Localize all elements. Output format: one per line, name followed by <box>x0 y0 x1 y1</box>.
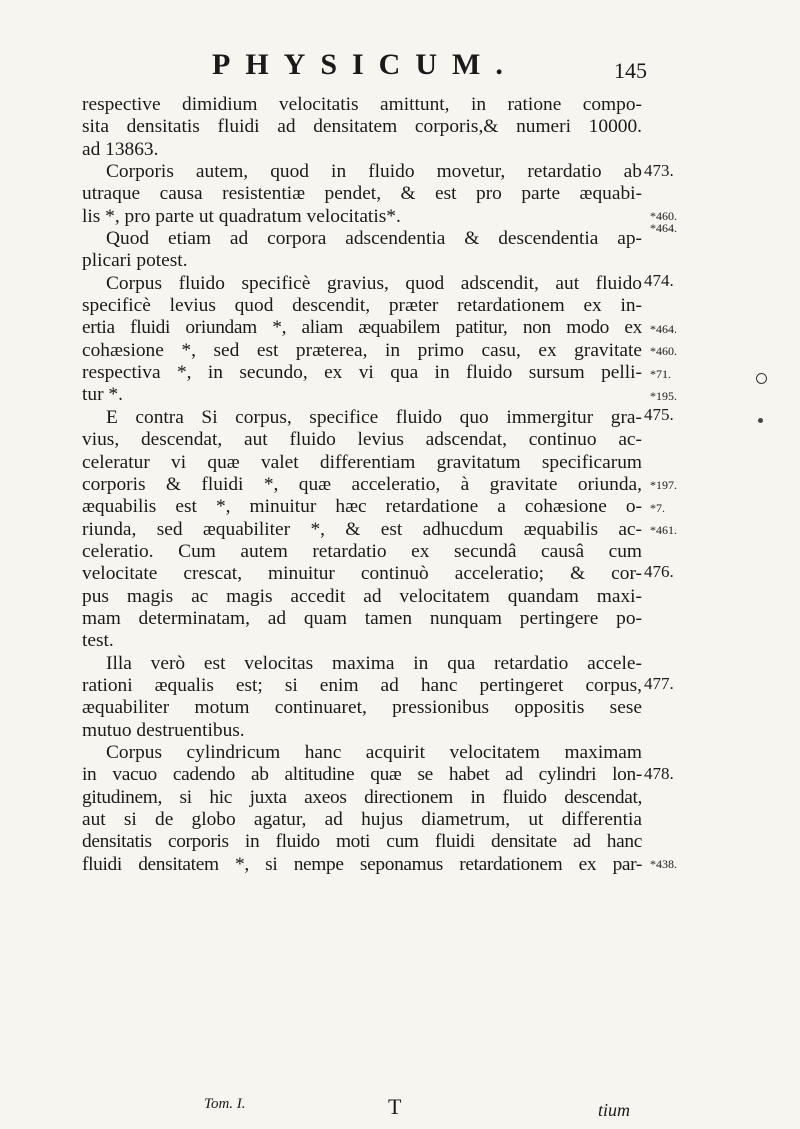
text-line: sita densitatis fluidi ad densitatem corporis,& numeri 10000. <box>82 116 642 138</box>
text-line: test. <box>82 630 114 652</box>
signature-letter: T <box>388 1094 402 1119</box>
text-line: plicari potest. <box>82 250 188 272</box>
catchword: tium <box>598 1100 631 1120</box>
text-line: respectiva *, in secundo, ex vi qua in fluido sursum pelli- <box>82 362 642 384</box>
text-line: Corpus cylindricum hanc acquirit velocitatem maximam <box>106 741 642 763</box>
text-line: cohæsione *, sed est præterea, in primo casu, ex gravitate <box>82 339 642 361</box>
margin-note: *461. <box>650 523 677 537</box>
text-line: tur *. <box>82 384 123 406</box>
text-line: utraque causa resistentiæ pendet, & est pro parte æquabi- <box>82 183 642 205</box>
text-line: gitudinem, si hic juxta axeos directionem in fluido descendat, <box>82 786 642 808</box>
text-line: fluidi densitatem *, si nempe seponamus retardationem ex par- <box>82 853 642 875</box>
text-line: mam determinatam, ad quam tamen nunquam pertingere po- <box>82 607 642 629</box>
margin-note: *7. <box>650 501 665 515</box>
margin-note: *438. <box>650 857 677 871</box>
margin-note: 477. <box>644 674 674 693</box>
text-line: celeratio. Cum autem retardatio ex secundâ causâ cum <box>82 540 642 562</box>
text-line: Corpus fluido specificè gravius, quod adscendit, aut fluido <box>106 272 642 294</box>
body-text <box>82 94 642 876</box>
text-line: rationi æqualis est; si enim ad hanc pertingeret corpus, <box>82 674 642 696</box>
margin-note: 474. <box>644 271 674 290</box>
text-line: aut si de globo agatur, ad hujus diametrum, ut differentia <box>82 809 642 830</box>
text-line: lis *, pro parte ut quadratum velocitatis*. <box>82 205 401 227</box>
margin-note: *464. <box>650 221 677 235</box>
margin-note: *195. <box>650 389 677 403</box>
text-line: riunda, sed æquabiliter *, & est adhucdum æquabilis ac- <box>82 518 642 540</box>
text-line: velocitate crescat, minuitur continuò acceleratio; & cor- <box>82 563 642 585</box>
margin-note: 475. <box>644 405 674 424</box>
margin-dot-mark <box>758 418 763 423</box>
page-footer <box>0 1096 800 1126</box>
text-line: Quod etiam ad corpora adscendentia & descendentia ap- <box>106 228 642 250</box>
margin-note: 476. <box>644 562 674 581</box>
text-line: Illa verò est velocitas maxima in qua retardatio accele- <box>106 652 642 674</box>
text-line: æquabilis est *, minuitur hæc retardatione a cohæsione o- <box>82 496 642 518</box>
margin-note: *197. <box>650 478 677 492</box>
text-line: æquabiliter motum continuaret, pressionibus oppositis sese <box>82 697 642 719</box>
text-line: respective dimidium velocitatis amittunt, in ratione compo- <box>82 94 642 115</box>
page-number: 145 <box>614 58 647 83</box>
text-line: densitatis corporis in fluido moti cum fluidi densitate ad hanc <box>82 831 642 853</box>
text-line: celeratur vi quæ valet differentiam gravitatum specificarum <box>82 451 642 473</box>
margin-ring-mark <box>756 373 767 384</box>
text-line: ertia fluidi oriundam *, aliam æquabilem patitur, non modo ex <box>82 317 642 339</box>
text-line: specificè levius quod descendit, præter retardationem ex in- <box>82 295 642 317</box>
margin-note: 478. <box>644 764 674 783</box>
margin-note: *71. <box>650 367 671 381</box>
running-title: PHYSICUM. <box>212 48 518 81</box>
volume-signature: Tom. I. <box>204 1096 246 1112</box>
text-line: in vacuo cadendo ab altitudine quæ se habet ad cylindri lon- <box>82 764 642 786</box>
text-line: Corporis autem, quod in fluido movetur, retardatio ab <box>106 161 642 183</box>
margin-note: 473. <box>644 161 674 180</box>
running-head <box>0 48 800 88</box>
text-line: ad 13863. <box>82 138 159 160</box>
text-line: vius, descendat, aut fluido levius adscendat, continuo ac- <box>82 429 642 451</box>
text-line: E contra Si corpus, specifice fluido quo immergitur gra- <box>106 406 642 428</box>
margin-note: *460. <box>650 344 677 358</box>
text-line: pus magis ac magis accedit ad velocitatem quandam maxi- <box>82 585 642 607</box>
margin-note: *464. <box>650 322 677 336</box>
margin-note: *460. <box>650 209 677 223</box>
text-line: mutuo destruentibus. <box>82 719 245 741</box>
text-line: corporis & fluidi *, quæ acceleratio, à gravitate oriunda, <box>82 473 642 495</box>
